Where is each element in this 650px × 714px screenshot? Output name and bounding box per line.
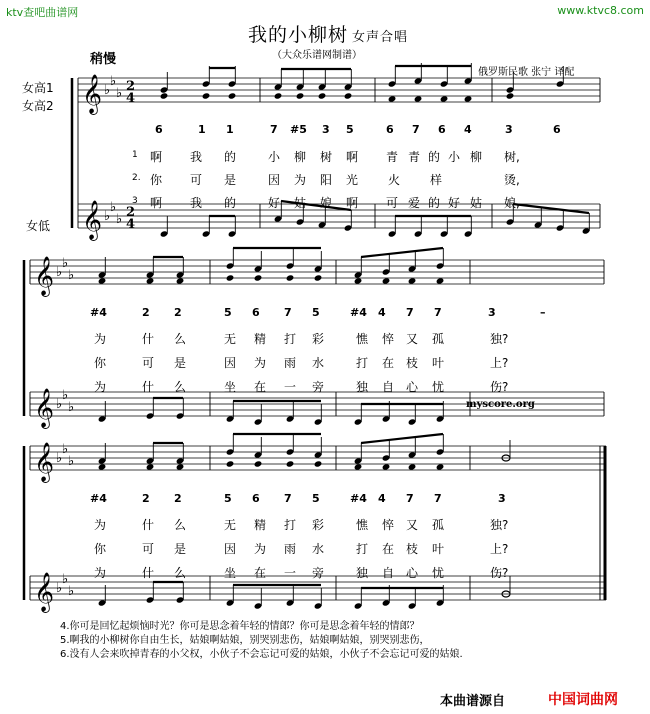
lyric-char: 叶	[432, 356, 445, 370]
lyric-char: 是	[174, 542, 187, 556]
note-head	[436, 277, 445, 284]
lyric-char: 啊	[346, 196, 359, 210]
treble-clef: 𝄞	[34, 388, 55, 428]
lyric-char: 心	[406, 380, 419, 394]
lyric-char: 在	[254, 566, 267, 580]
lyric-char: 在	[254, 380, 267, 394]
lyric-char: 可	[386, 196, 399, 210]
note-head	[408, 463, 417, 470]
lyric-char: 阳	[320, 173, 333, 187]
key-signature: ♭	[116, 86, 123, 101]
lyric-char: 为	[254, 356, 267, 370]
lyric-char: 可	[142, 542, 155, 556]
note-head	[382, 463, 391, 470]
lyric-char: 为	[94, 380, 107, 394]
lyric-char: 可	[142, 356, 155, 370]
note-head	[226, 274, 235, 281]
lyric-char: 孤	[432, 332, 445, 346]
note-head	[226, 460, 235, 467]
treble-clef: 𝄞	[82, 200, 103, 240]
time-sig-top: 2	[126, 205, 136, 220]
lyric-char: 忧	[432, 566, 445, 580]
treble-clef: 𝄞	[34, 442, 55, 482]
lyric-char: 憔	[356, 518, 369, 532]
lyric-char: 悴	[382, 332, 395, 346]
jianpu-number: 6	[553, 123, 561, 136]
lyric-char: 憔	[356, 332, 369, 346]
jianpu-number: 2	[142, 492, 150, 505]
lyric-char: 一	[284, 566, 297, 580]
lyric-char: 爱	[408, 196, 421, 210]
note-head	[254, 460, 263, 467]
note-head	[202, 92, 211, 99]
note-beam	[361, 248, 443, 257]
lyric-char: 水	[312, 542, 325, 556]
key-signature: ♭	[62, 572, 69, 587]
jianpu-number: 7	[284, 306, 292, 319]
lyric-char: 自	[382, 566, 395, 580]
lyric-char: 精	[254, 518, 267, 532]
note-head	[176, 277, 185, 284]
lyric-char: 因	[224, 542, 237, 556]
lyric-char: 无	[224, 518, 237, 532]
note-head	[318, 92, 327, 99]
note-head	[146, 463, 155, 470]
jianpu-number: 2	[174, 492, 182, 505]
voice-label-soprano1: 女高1	[22, 81, 54, 95]
note-head	[160, 92, 169, 99]
jianpu-number: 5	[224, 492, 232, 505]
source-brand-link[interactable]: 中国词曲网	[548, 692, 618, 708]
lyric-char: 姑	[294, 196, 307, 210]
jianpu-number: 3	[322, 123, 330, 136]
jianpu-number: 7	[434, 492, 442, 505]
voice-label-alto: 女低	[26, 219, 51, 233]
note-beam	[281, 201, 351, 210]
lyric-char: 小	[448, 150, 461, 164]
key-signature: ♭	[110, 74, 117, 89]
lyric-char: 心	[406, 566, 419, 580]
voice-label-soprano2: 女高2	[22, 99, 54, 113]
lyric-char: 什	[142, 566, 155, 580]
lyric-char: 啊	[150, 196, 163, 210]
note-head	[464, 95, 473, 102]
lyric-char: 的	[428, 150, 441, 164]
time-sig-bottom: 4	[126, 91, 136, 106]
lyric-char: 伤?	[490, 566, 509, 580]
jianpu-number: 7	[284, 492, 292, 505]
lyric-char: 为	[254, 542, 267, 556]
lyric-char: 么	[174, 518, 187, 532]
lyric-char: 什	[142, 518, 155, 532]
lyric-char: 独?	[490, 332, 509, 346]
lyric-char: 坐	[224, 380, 237, 394]
footnote-4: 4.你可是回忆起烦恼时光？你可是思念着年轻的情郎？你可是思念着年轻的情郎？	[60, 621, 420, 632]
lyric-char: 因	[268, 173, 281, 187]
jianpu-number: #5	[290, 123, 307, 136]
lyric-char: 忧	[432, 380, 445, 394]
lyric-char: 青	[408, 150, 421, 164]
lyric-char: 啊	[150, 150, 163, 164]
lyric-char: 打	[284, 518, 297, 532]
jianpu-number: 5	[224, 306, 232, 319]
title-text: 我的小柳树	[248, 24, 349, 46]
lyric-char: 是	[174, 356, 187, 370]
key-signature: ♭	[110, 200, 117, 215]
jianpu-number: 1	[198, 123, 206, 136]
note-head	[440, 95, 449, 102]
lyric-char: 光	[346, 173, 359, 187]
watermark-left: ktv查吧曲谱网	[6, 6, 79, 19]
lyric-char: 树	[320, 150, 333, 164]
lyric-char: 我	[190, 196, 203, 210]
jianpu-number: 3	[505, 123, 513, 136]
lyric-char: 打	[356, 542, 369, 556]
lyric-char: 么	[174, 332, 187, 346]
key-signature: ♭	[56, 581, 63, 596]
jianpu-number: 6	[155, 123, 163, 136]
lyric-char: 是	[224, 173, 237, 187]
key-signature: ♭	[62, 256, 69, 271]
treble-clef: 𝄞	[34, 572, 55, 612]
lyric-char: 树,	[504, 150, 520, 164]
key-signature: ♭	[56, 451, 63, 466]
jianpu-number: 3	[488, 306, 496, 319]
note-head	[414, 95, 423, 102]
lyric-char: 烫,	[504, 173, 520, 187]
lyric-char: 我	[190, 150, 203, 164]
lyric-char: 为	[94, 332, 107, 346]
jianpu-number: 1	[226, 123, 234, 136]
lyric-char: 旁	[312, 566, 325, 580]
lyric-char: 精	[254, 332, 267, 346]
lyric-char: 好	[268, 196, 281, 210]
note-head	[354, 277, 363, 284]
lyric-char: 你	[94, 356, 107, 370]
verse-number: 1	[132, 150, 138, 160]
note-head	[176, 463, 185, 470]
lyric-char: 的	[428, 196, 441, 210]
made-by-note: （大众乐谱网制谱）	[272, 50, 362, 61]
key-signature: ♭	[68, 454, 75, 469]
lyric-char: 小	[268, 150, 281, 164]
lyric-char: 又	[406, 518, 419, 532]
key-signature: ♭	[56, 265, 63, 280]
note-beam	[513, 204, 589, 213]
jianpu-number: 6	[438, 123, 446, 136]
lyric-char: 坐	[224, 566, 237, 580]
lyric-char: 柳	[294, 150, 307, 164]
lyric-char: 啊	[346, 150, 359, 164]
lyric-char: 水	[312, 356, 325, 370]
jianpu-number: 7	[406, 492, 414, 505]
jianpu-number: 3	[498, 492, 506, 505]
jianpu-number: 7	[270, 123, 278, 136]
note-head	[274, 92, 283, 99]
lyric-char: 打	[356, 356, 369, 370]
key-signature: ♭	[56, 397, 63, 412]
lyric-char: 火	[388, 173, 401, 187]
verse-number: 2.	[132, 173, 141, 183]
lyric-char: 什	[142, 332, 155, 346]
time-sig-top: 2	[126, 79, 136, 94]
lyric-char: 因	[224, 356, 237, 370]
lyric-char: 为	[294, 173, 307, 187]
jianpu-number: –	[540, 306, 546, 319]
lyric-char: 为	[94, 518, 107, 532]
lyric-char: 彩	[312, 332, 325, 346]
lyric-char: 在	[382, 542, 395, 556]
lyric-char: 枝	[406, 542, 419, 556]
key-signature: ♭	[68, 268, 75, 283]
jianpu-number: 2	[142, 306, 150, 319]
lyric-char: 你	[150, 173, 163, 187]
note-head	[344, 92, 353, 99]
lyric-char: 为	[94, 566, 107, 580]
score-watermark: myscore.org	[466, 399, 535, 410]
jianpu-number: 6	[252, 492, 260, 505]
lyric-char: 姑	[470, 196, 483, 210]
title-tag: 女声合唱	[352, 30, 409, 45]
lyric-char: 枝	[406, 356, 419, 370]
lyric-char: 样	[430, 173, 443, 187]
lyric-char: 上?	[490, 356, 509, 370]
watermark-right: www.ktvc8.com	[557, 4, 644, 17]
key-signature: ♭	[116, 212, 123, 227]
note-head	[228, 92, 237, 99]
lyric-char: 娘,	[504, 196, 520, 210]
source-label: 本曲谱源自	[440, 694, 506, 709]
lyric-char: 雨	[284, 356, 297, 370]
lyric-char: 打	[284, 332, 297, 346]
note-head	[382, 277, 391, 284]
jianpu-number: 5	[312, 306, 320, 319]
lyric-char: 上?	[490, 542, 509, 556]
note-head	[408, 277, 417, 284]
lyric-char: 独	[356, 566, 369, 580]
lyric-char: 独	[356, 380, 369, 394]
jianpu-number: 7	[406, 306, 414, 319]
treble-clef: 𝄞	[82, 74, 103, 114]
jianpu-number: 5	[346, 123, 354, 136]
key-signature: ♭	[62, 442, 69, 457]
jianpu-number: 7	[412, 123, 420, 136]
note-head	[436, 463, 445, 470]
lyric-char: 好	[448, 196, 461, 210]
jianpu-number: #4	[90, 492, 107, 505]
key-signature: ♭	[104, 83, 111, 98]
lyric-char: 柳	[470, 150, 483, 164]
lyric-char: 伤?	[490, 380, 509, 394]
note-head	[286, 274, 295, 281]
lyric-char: 么	[174, 566, 187, 580]
lyric-char: 旁	[312, 380, 325, 394]
lyric-char: 独?	[490, 518, 509, 532]
treble-clef: 𝄞	[34, 256, 55, 296]
lyric-char: 一	[284, 380, 297, 394]
lyric-char: 什	[142, 380, 155, 394]
lyric-char: 孤	[432, 518, 445, 532]
key-signature: ♭	[68, 584, 75, 599]
lyric-char: 的	[224, 150, 237, 164]
note-head	[296, 92, 305, 99]
lyric-char: 娘	[320, 196, 333, 210]
jianpu-number: #4	[350, 306, 367, 319]
note-head	[354, 463, 363, 470]
jianpu-number: 2	[174, 306, 182, 319]
jianpu-number: 4	[378, 492, 386, 505]
footnote-6: 6.没有人会来吹掉青春的小父权，小伙子不会忘记可爱的姑娘，小伙子不会忘记可爱的姑娘.	[60, 649, 463, 660]
lyric-char: 又	[406, 332, 419, 346]
key-signature: ♭	[62, 388, 69, 403]
lyric-char: 雨	[284, 542, 297, 556]
credit-line: 俄罗斯民歌 张宁 译配	[478, 67, 575, 78]
footnote-5: 5.啊我的小柳树你自由生长，姑娘啊姑娘，别哭别悲伤，姑娘啊姑娘，别哭别悲伤，	[60, 635, 430, 646]
lyric-char: 青	[386, 150, 399, 164]
note-head	[254, 274, 263, 281]
note-head	[98, 277, 107, 284]
tempo-marking: 稍慢	[90, 52, 117, 67]
lyric-char: 叶	[432, 542, 445, 556]
jianpu-number: 7	[434, 306, 442, 319]
lyric-char: 悴	[382, 518, 395, 532]
lyric-char: 么	[174, 380, 187, 394]
note-head	[314, 274, 323, 281]
note-head	[314, 460, 323, 467]
lyric-char: 你	[94, 542, 107, 556]
lyric-char: 自	[382, 380, 395, 394]
note-head	[506, 92, 515, 99]
lyric-char: 的	[224, 196, 237, 210]
lyric-char: 在	[382, 356, 395, 370]
lyric-char: 彩	[312, 518, 325, 532]
lyric-char: 无	[224, 332, 237, 346]
note-head	[286, 460, 295, 467]
jianpu-number: #4	[90, 306, 107, 319]
jianpu-number: 5	[312, 492, 320, 505]
key-signature: ♭	[68, 400, 75, 415]
jianpu-number: 4	[464, 123, 472, 136]
note-head	[98, 463, 107, 470]
note-head	[146, 277, 155, 284]
verse-number: 3	[132, 196, 138, 206]
jianpu-number: 6	[386, 123, 394, 136]
note-beam	[361, 434, 443, 443]
key-signature: ♭	[104, 209, 111, 224]
jianpu-number: 6	[252, 306, 260, 319]
jianpu-number: 4	[378, 306, 386, 319]
jianpu-number: #4	[350, 492, 367, 505]
note-head	[388, 95, 397, 102]
lyric-char: 可	[190, 173, 203, 187]
time-sig-bottom: 4	[126, 217, 136, 232]
